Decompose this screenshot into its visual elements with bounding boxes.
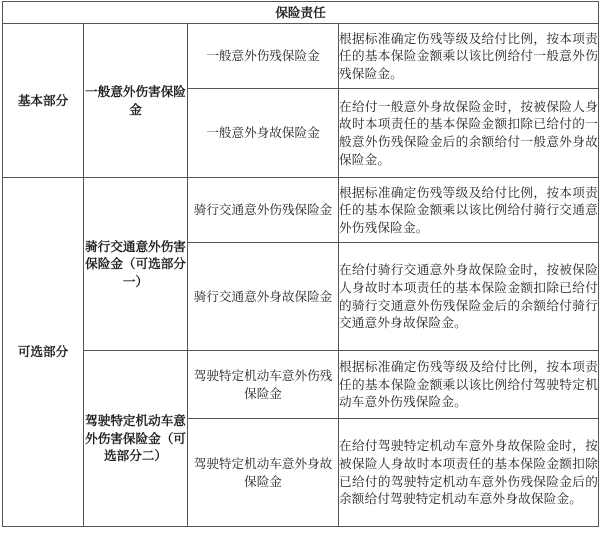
section-optional: 可选部分	[3, 178, 84, 527]
group-driving-accident: 驾驶特定机动车意外伤害保险金（可选部分二）	[84, 351, 188, 527]
item-cycling-disability: 骑行交通意外伤残保险金	[188, 178, 339, 243]
item-driving-death: 驾驶特定机动车意外身故保险金	[188, 419, 339, 527]
table-row	[3, 178, 599, 243]
table-row	[3, 351, 599, 419]
desc-general-disability: 根据标准确定伤残等级及给付比例，按本项责任的基本保险金额乘以该比例给付一般意外伤残保险金。	[339, 24, 599, 89]
item-general-disability: 一般意外伤残保险金	[188, 24, 339, 89]
group-general-accident: 一般意外伤害保险金	[84, 24, 188, 178]
table-row	[3, 24, 599, 89]
desc-cycling-disability: 根据标准确定伤残等级及给付比例，按本项责任的基本保险金额乘以该比例给付骑行交通意外伤残保险金。	[339, 178, 599, 243]
item-cycling-death: 骑行交通意外身故保险金	[188, 243, 339, 351]
section-basic: 基本部分	[3, 24, 84, 178]
item-general-death: 一般意外身故保险金	[188, 89, 339, 178]
table-title: 保险责任	[3, 2, 599, 24]
group-cycling-accident: 骑行交通意外伤害保险金（可选部分一）	[84, 178, 188, 351]
insurance-liability-table	[2, 1, 599, 527]
desc-general-death: 在给付一般意外身故保险金时，按被保险人身故时本项责任的基本保险金额扣除已给付的一般意外伤残保险金后的余额给付一般意外身故保险金。	[339, 89, 599, 178]
table-header-row	[3, 2, 599, 24]
desc-driving-disability: 根据标准确定伤残等级及给付比例，按本项责任的基本保险金额乘以该比例给付驾驶特定机动车意外伤残保险金。	[339, 351, 599, 419]
item-driving-disability: 驾驶特定机动车意外伤残保险金	[188, 351, 339, 419]
desc-cycling-death: 在给付骑行交通意外身故保险金时，按被保险人身故时本项责任的基本保险金额扣除已给付的骑行交通意外伤残保险金后的余额给付骑行交通意外身故保险金。	[339, 243, 599, 351]
desc-driving-death: 在给付驾驶特定机动车意外身故保险金时，按被保险人身故时本项责任的基本保险金额扣除已给付的驾驶特定机动车意外伤残保险金后的余额给付驾驶特定机动车意外身故保险金。	[339, 419, 599, 527]
